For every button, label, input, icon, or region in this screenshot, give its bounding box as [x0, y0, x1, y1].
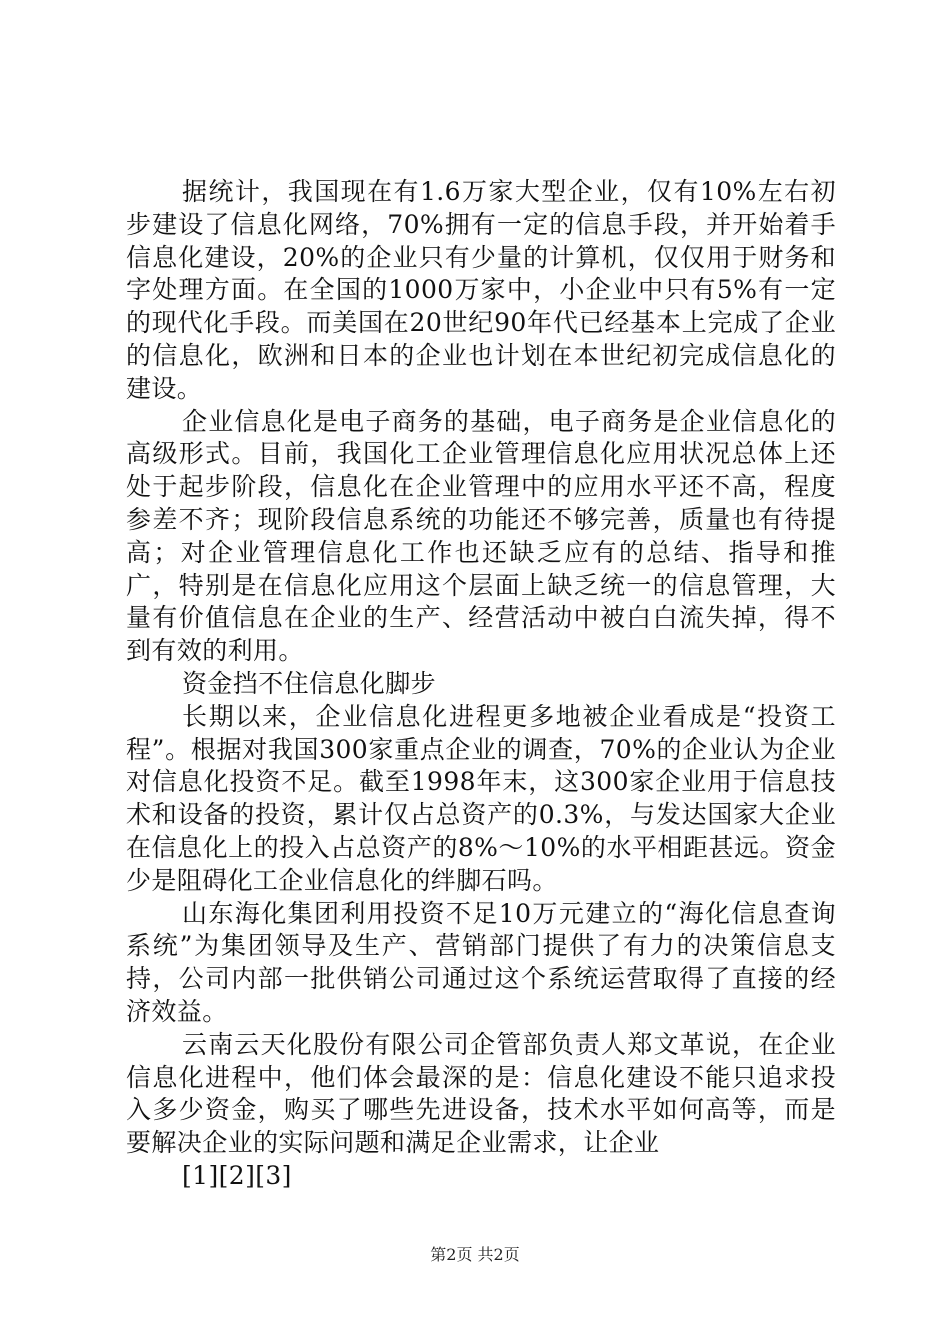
paragraph-statistics: 据统计，我国现在有1.6万家大型企业，仅有10%左右初步建设了信息化网络，70%拥有一定的信息手段，并开始着手信息化建设，20%的企业只有少量的计算机，仅仅用于财务和字处理方面。在全国的1000万家中，小企业中只有5%有一定的现代化手段。而美国在20世纪90年代已经基本上完成了企业的信息化，欧洲和日本的企业也计划在本世纪初完成信息化的建设。 [126, 177, 836, 403]
paragraph-investment: 长期以来，企业信息化进程更多地被企业看成是“投资工程”。根据对我国300家重点企业的调查，70%的企业认为企业对信息化投资不足。截至1998年末，这300家企业用于信息技术和设备的投资，累计仅占总资产的0.3%，与发达国家大企业在信息化上的投入占总资产的8%～10%的水平相距甚远。资金少是阻碍化工企业信息化的绊脚石吗。 [126, 701, 836, 895]
document-body [126, 176, 836, 1193]
paragraph-yunnan-yuntianhua: 云南云天化股份有限公司企管部负责人郑文革说，在企业信息化进程中，他们体会最深的是：信息化建设不能只追求投入多少资金，购买了哪些先进设备，技术水平如何高等，而是要解决企业的实际问题和满足企业需求，让企业 [126, 1029, 836, 1158]
page-links[interactable]: [1][2][3] [182, 1160, 292, 1190]
paragraph-shandong-haihua: 山东海化集团利用投资不足10万元建立的“海化信息查询系统”为集团领导及生产、营销部门提供了有力的决策信息支持，公司内部一批供销公司通过这个系统运营取得了直接的经济效益。 [126, 898, 836, 1026]
page-number-footer: 第2页 共2页 [430, 1245, 520, 1264]
section-heading: 资金挡不住信息化脚步 [182, 668, 437, 698]
paragraph-ecommerce-basis: 企业信息化是电子商务的基础，电子商务是企业信息化的高级形式。目前，我国化工企业管理信息化应用状况总体上还处于起步阶段，信息化在企业管理中的应用水平还不高，程度参差不齐；现阶段信息系统的功能还不够完善，质量也有待提高；对企业管理信息化工作也还缺乏应有的总结、指导和推广，特别是在信息化应用这个层面上缺乏统一的信息管理，大量有价值信息在企业的生产、经营活动中被白白流失掉，得不到有效的利用。 [126, 406, 836, 666]
